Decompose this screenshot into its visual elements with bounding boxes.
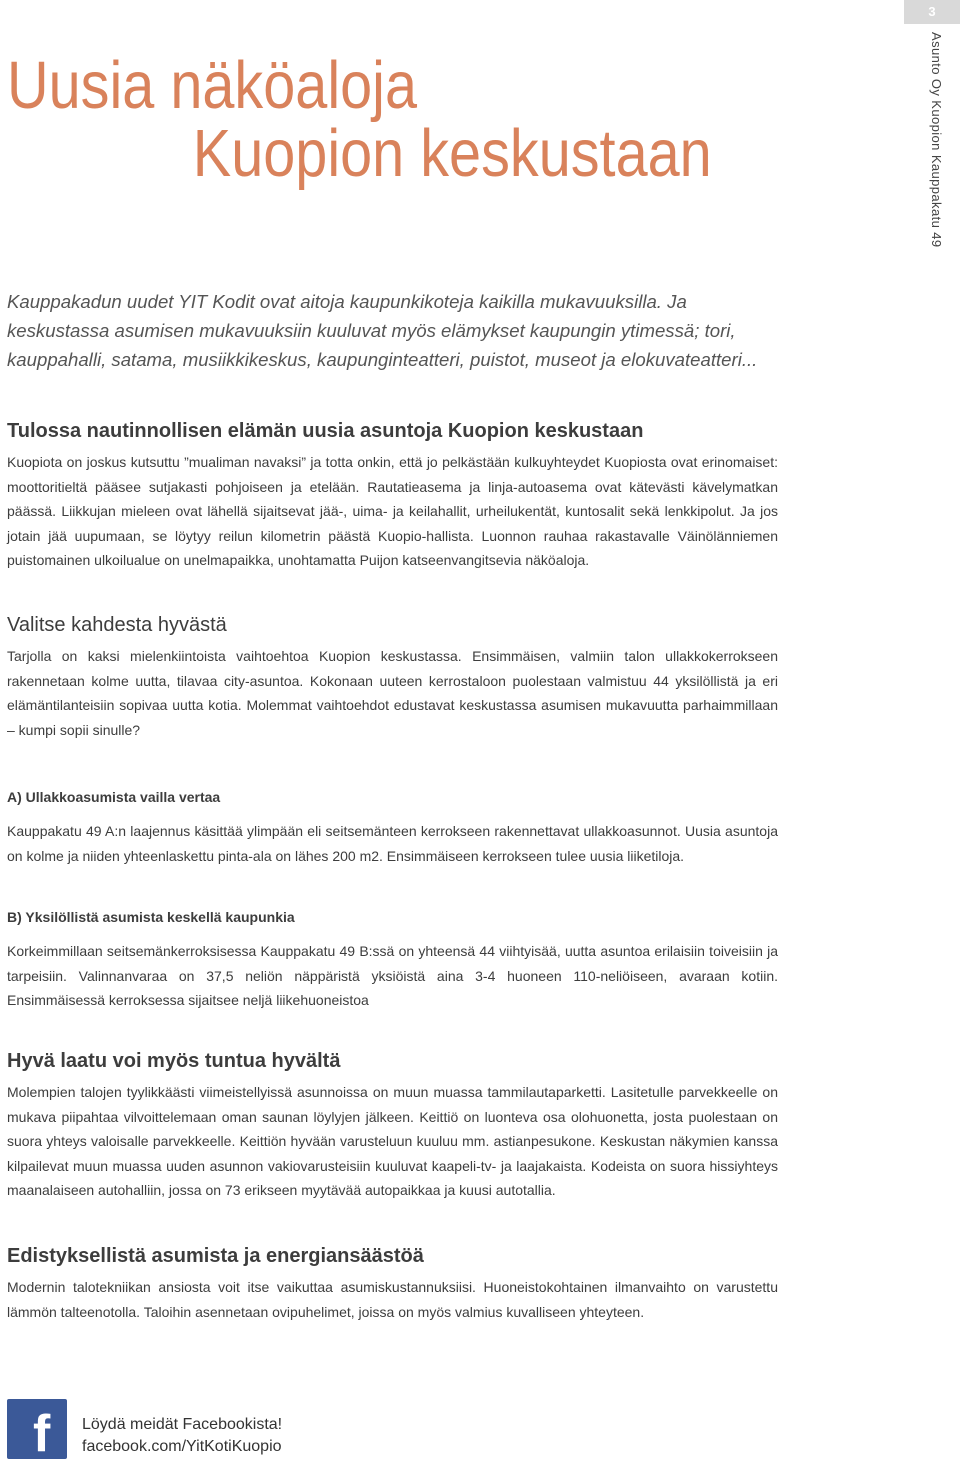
section-paragraph: Kauppakatu 49 A:n laajennus käsittää ylimpään eli seitsemänteen kerrokseen rakennettavat ullakkoasunnot. Uusia asuntoja on kolme ja niiden yhteenlaskettu pinta-ala on lähes 200 m2. Ensimmäiseen kerrokseen tulee uusia liiketiloja. bbox=[7, 823, 778, 864]
section-paragraph: Kuopiota on joskus kutsuttu ”mualiman navaksi” ja totta onkin, että jo pelkästään kulkuyhteydet Kuopiosta ovat erinomaiset: moottoritieltä pääsee sutjakasti pohjoiseen ja etelään. Rautatieasema ja linja-autoasema ovat kätevästi kävelymatkan päässä. Liikkujan mieleen ovat lähellä sijaitsevat jää-, uima- ja keilahallit, urheilukentät, kuntosalit sekä lenkkipolut. Ja jos jotain jää uupumaan, se löytyy reilun kilometrin päästä Kuopio-hallista. Luonnon rauhaa rakastavalle Väinölänniemen puistomainen ulkoilualue on unelmapaikka, unohtamatta Puijon katseenvangitsevia näköaloja. bbox=[7, 454, 778, 568]
section-heading: Valitse kahdesta hyvästä bbox=[7, 614, 227, 636]
title-line-1: Uusia näköaloja bbox=[7, 48, 418, 123]
section-laatu bbox=[7, 1048, 778, 1203]
facebook-promo-line: Löydä meidät Facebookista! bbox=[82, 1416, 283, 1433]
section-heading: Edistyksellistä asumista ja energiansäästöä bbox=[7, 1245, 424, 1267]
facebook-glyph: f bbox=[33, 1405, 51, 1463]
section-heading: Tulossa nautinnollisen elämän uusia asuntoja Kuopion keskustaan bbox=[7, 420, 644, 442]
title-line-2: Kuopion keskustaan bbox=[192, 116, 712, 191]
facebook-promo bbox=[82, 1414, 282, 1458]
section-ullakko bbox=[7, 787, 778, 868]
page-number-tab: 3 bbox=[904, 0, 960, 24]
section-subheading: A) Ullakkoasumista vailla vertaa bbox=[7, 789, 221, 805]
section-valitse bbox=[7, 612, 778, 742]
facebook-icon[interactable] bbox=[7, 1399, 67, 1463]
section-tulossa bbox=[7, 418, 778, 573]
section-heading: Hyvä laatu voi myös tuntua hyvältä bbox=[7, 1050, 341, 1072]
section-energia bbox=[7, 1243, 778, 1324]
section-paragraph: Korkeimmillaan seitsemänkerroksisessa Kauppakatu 49 B:ssä on yhteensä 44 viihtyisää, uutta asuntoa erilaisiin toiveisiin ja tarpeisiin. Valinnanvaraa on 37,5 neliön näppäristä yksiöistä aina 3-4 huoneen 110-neliöiseen, avaraan kotiin. Ensimmäisessä kerroksessa sijaitsee neljä liikehuoneistoa bbox=[7, 943, 778, 1008]
side-label: Asunto Oy Kuopion Kauppakatu 49 bbox=[929, 32, 944, 248]
section-subheading: B) Yksilöllistä asumista keskellä kaupunkia bbox=[7, 909, 295, 925]
lead-paragraph: Kauppakadun uudet YIT Kodit ovat aitoja kaupunkikoteja kaikilla mukavuuksilla. Ja keskustassa asumisen mukavuuksiin kuuluvat myös elämykset kaupungin ytimessä; tori, kauppahalli, satama, musiikkikeskus, kaupunginteatteri, puistot, museot ja elokuvateatteri... bbox=[7, 290, 758, 370]
section-paragraph: Tarjolla on kaksi mielenkiintoista vaihtoehtoa Kuopion keskustassa. Ensimmäisen, valmiin talon ullakkokerrokseen rakennetaan kolme uutta, tilavaa city-asuntoa. Kokonaan uuteen kerrostaloon puolestaan valmistuu 44 yksilöllistä ja eri elämäntilanteisiin sopivaa uutta kotia. Molemmat vaihtoehdot edustavat keskustassa asumisen mukavuutta parhaimmillaan – kumpi sopii sinulle? bbox=[7, 648, 778, 738]
section-yksilollista bbox=[7, 907, 778, 1013]
facebook-url-link[interactable]: facebook.com/YitKotiKuopio bbox=[82, 1438, 282, 1455]
section-paragraph: Molempien talojen tyylikkäästi viimeistellyissä asunnoissa on muun muassa tammilautaparketti. Lasitetulle parvekkeelle on mukava piipahtaa vilvoittelemaan oman saunan löylyjen jälkeen. Keittiö on luonteva osa olohuonetta, josta puolestaan on suora yhteys valoisalle parvekkeelle. Keittiön hyvään varusteluun kuuluu mm. astianpesukone. Keskustan näkymien kanssa kilpailevat muun muassa uuden asunnon vakiovarusteisiin kuuluvat kaapeli-tv- ja laajakaista. Kodeista on suora hissiyhteys maanalaiseen autohalliin, jossa on 73 erikseen myytävää autopaikkaa ja kuusi autotallia. bbox=[7, 1084, 778, 1198]
page-title bbox=[7, 48, 712, 191]
section-paragraph: Modernin talotekniikan ansiosta voit itse vaikuttaa asumiskustannuksiisi. Huoneistokohtainen ilmanvaihto on varustettu lämmön talteenotolla. Taloihin asennetaan ovipuhelimet, joissa on myös valmius kuvalliseen yhteyteen. bbox=[7, 1279, 778, 1320]
